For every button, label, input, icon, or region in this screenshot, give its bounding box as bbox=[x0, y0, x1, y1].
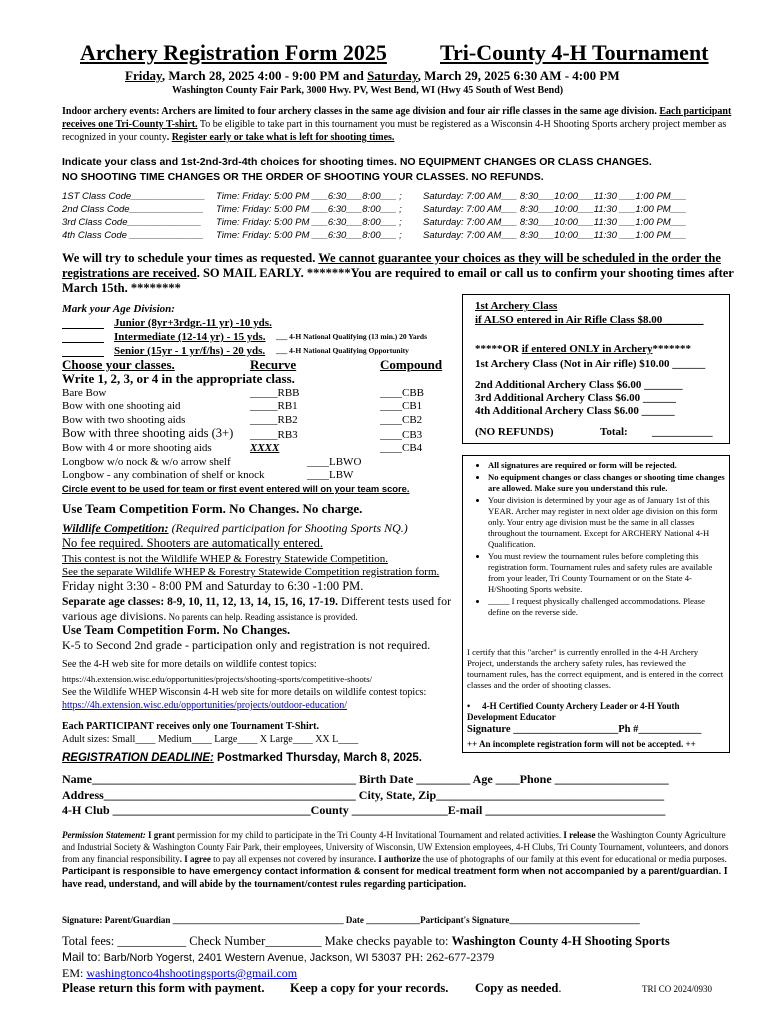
longbow-lbw[interactable]: ____LBW bbox=[307, 469, 354, 481]
age-senior: Senior (15yr - 1 yr/f/hs) - 20 yds. bbox=[114, 345, 266, 357]
class-longbow-1: Longbow w/o nock & w/o arrow shelf bbox=[62, 456, 231, 468]
wildlife-times: Friday night 3:30 - 8:00 PM and Saturday to 6:30 -1:00 PM. bbox=[62, 579, 364, 593]
permission-p1: permission for my child to participate in the Tri County 4-H Invitational Tournament and related activities. bbox=[174, 830, 564, 840]
copy-needed-note bbox=[475, 981, 561, 996]
deadline-line bbox=[62, 752, 422, 764]
senior-note[interactable]: ___ 4-H National Qualifying Opportunity bbox=[276, 346, 409, 355]
intro-paragraph bbox=[62, 105, 734, 144]
mail-label: Mail to: bbox=[62, 950, 101, 964]
choices-line-1: Indicate your class and 1st-2nd-3rd-4th choices for shooting times. NO EQUIPMENT CHANGES OR CLASS CHANGES. bbox=[62, 156, 652, 168]
email-link[interactable]: washingtonco4hshootingsports@gmail.com bbox=[86, 966, 298, 980]
tshirt-sizes[interactable]: Adult sizes: Small____ Medium____ Large____ X Large____ XX L____ bbox=[62, 734, 359, 745]
wildlife-see-sep: See the separate Wildlife WHEP & Forestry Statewide Competition registration form. bbox=[62, 566, 440, 578]
age-intermediate: Intermediate (12-14 yr) - 15 yds. bbox=[114, 331, 266, 343]
wildlife-title: Wildlife Competition: bbox=[62, 521, 169, 535]
certify-statement: I certify that this "archer" is currently enrolled in the 4-H Archery Project, understands the archery safety rules, has reviewed the tournament rules, has the correct equipment, and is entered in the correct classes and the order of shooting classes. bbox=[467, 647, 724, 690]
recurve-rb2[interactable]: _____RB2 bbox=[250, 414, 298, 426]
choose-classes: Choose your classes. bbox=[62, 357, 175, 372]
class-row-4-friday[interactable]: Time: Friday: 5:00 PM ___6:30___8:00___ ; bbox=[216, 230, 402, 241]
junior-blank[interactable] bbox=[62, 316, 104, 329]
fee-first-also[interactable] bbox=[475, 313, 703, 327]
permission-label: Permission Statement: bbox=[62, 830, 149, 840]
intro-dot: . bbox=[166, 132, 172, 143]
fee-second[interactable]: 2nd Additional Archery Class $6.00 _______ bbox=[475, 379, 683, 391]
dates-day2: Saturday bbox=[367, 68, 418, 83]
class-row-2-label[interactable]: 2nd Class Code______________ bbox=[62, 204, 204, 215]
rule-accommodations[interactable]: • _____ I request physically challenged accommodations. Please define on the reverse side. bbox=[488, 596, 726, 618]
team-form-note: Use Team Competition Form. No Changes. No charge. bbox=[62, 501, 363, 516]
wildlife-k5: K-5 to Second 2nd grade - participation only and registration is not required. bbox=[62, 638, 431, 652]
intro-register-early: Register early or take what is left for shooting times. bbox=[171, 132, 395, 143]
class-row-2-friday[interactable]: Time: Friday: 5:00 PM ___6:30___8:00___ ; bbox=[216, 204, 402, 215]
class-row-4-saturday[interactable]: Saturday: 7:00 AM___ 8:30___10:00___11:30 ___1:00 PM___ bbox=[423, 230, 687, 241]
copy-needed-text: Copy as needed bbox=[475, 981, 559, 995]
permission-agree: I agree bbox=[184, 854, 211, 864]
form-title: Archery Registration Form 2025 bbox=[80, 40, 387, 65]
longbow-lbwo[interactable]: ____LBWO bbox=[307, 456, 362, 468]
wildlife-see-whep: See the Wildlife WHEP Wisconsin 4-H web site for more details on wildlife contest topics: bbox=[62, 687, 427, 698]
recurve-header: Recurve bbox=[250, 357, 297, 372]
class-row-3-friday[interactable]: Time: Friday: 5:00 PM ___6:30___8:00___ ; bbox=[216, 217, 402, 228]
signature-line[interactable]: Signature: Parent/Guardian ______________________________________ Date ____________Participant's Signature_____________________________ bbox=[62, 915, 640, 925]
permission-statement bbox=[62, 829, 734, 891]
fee-or-a: *****OR bbox=[475, 343, 522, 355]
email-line bbox=[62, 966, 297, 981]
total-fees-text: Total fees: ___________ Check Number_________ Make checks payable to: bbox=[62, 934, 452, 948]
class-row-3-label[interactable]: 3rd Class Code______________ bbox=[62, 217, 202, 228]
recurve-rb3[interactable]: _____RB3 bbox=[250, 429, 298, 441]
intro-tshirt: Each participant receives one Tri-County T-shirt. bbox=[62, 106, 732, 130]
wildlife-whep-paragraph bbox=[62, 686, 457, 712]
total-fees-line[interactable] bbox=[62, 934, 670, 949]
wildlife-url-1[interactable]: https://4h.extension.wisc.edu/opportunities/projects/shooting-sports/competitive-shoots/ bbox=[62, 674, 373, 684]
circle-instruction: Circle event to be used for team or first event entered will on your team score. bbox=[62, 483, 410, 494]
permission-grant: I grant bbox=[148, 830, 175, 840]
rule-no-changes: • No equipment changes or class changes or shooting time changes are allowed. Make sure you understand this rule. bbox=[488, 472, 726, 494]
incomplete-note: ++ An incomplete registration form will not be accepted. ++ bbox=[467, 739, 696, 749]
permission-p4: the use of photographs of our family at this event for educational or media purposes. bbox=[420, 854, 727, 864]
fee-fourth[interactable]: 4th Additional Archery Class $6.00 ______ bbox=[475, 405, 675, 417]
copy-note: Keep a copy for your records. bbox=[290, 981, 449, 995]
class-two-aids: Bow with two shooting aids bbox=[62, 414, 186, 426]
intermediate-blank[interactable] bbox=[62, 330, 104, 343]
class-row-1-label[interactable]: 1ST Class Code______________ bbox=[62, 191, 206, 202]
fee-not-rifle[interactable]: 1st Archery Class (Not in Air rifle) $10.00 ______ bbox=[475, 358, 706, 370]
tournament-title: Tri-County 4-H Tournament bbox=[440, 40, 709, 65]
permission-dot: . bbox=[179, 854, 185, 864]
class-one-aid: Bow with one shooting aid bbox=[62, 400, 181, 412]
wildlife-url-2[interactable]: https://4h.extension.wisc.edu/opportunities/projects/outdoor-education/ bbox=[62, 700, 348, 711]
schedule-notice bbox=[62, 251, 734, 296]
compound-cb2[interactable]: ____CB2 bbox=[380, 414, 423, 426]
class-row-2-saturday[interactable]: Saturday: 7:00 AM___ 8:30___10:00___11:30 ___1:00 PM___ bbox=[423, 204, 687, 215]
recurve-rbb[interactable]: _____RBB bbox=[250, 387, 300, 399]
class-bare-bow: Bare Bow bbox=[62, 387, 107, 399]
write-instruction: Write 1, 2, 3, or 4 in the appropriate class. bbox=[62, 371, 295, 386]
compound-cb3[interactable]: ____CB3 bbox=[380, 429, 423, 441]
leader-signature[interactable]: Signature ____________________Ph #____________ bbox=[467, 724, 702, 735]
recurve-xxxx: XXXX bbox=[250, 442, 280, 454]
class-three-aids: Bow with three shooting aids (3+) bbox=[62, 426, 234, 440]
fee-or-b: if entered ONLY in Archery bbox=[521, 343, 653, 355]
class-row-4-label[interactable]: 4th Class Code ______________ bbox=[62, 230, 204, 241]
permission-p2: the Washington County Agriculture and Industrial Society & Washington County Fair Park, their employees, University of Wisconsin, UW Extension employees, 4-H Clubs, Tri County Tournament, volunteers, and donors from any financial responsibility bbox=[62, 830, 729, 864]
rule-division: • Your division is determined by your age as of January 1st of this YEAR. Archer may register in next older age division on this form only. Your entry age division must be the same in all classes throughout the tournament. Except for ARCHERY National 4-H Qualification. bbox=[488, 495, 726, 550]
return-note: Please return this form with payment. bbox=[62, 981, 265, 995]
club-line[interactable]: 4-H Club _________________________________County ________________E-mail ______________________________ bbox=[62, 803, 666, 817]
class-row-1-saturday[interactable]: Saturday: 7:00 AM___ 8:30___10:00___11:30 ___1:00 PM___ bbox=[423, 191, 687, 202]
fee-total-label: Total: bbox=[600, 426, 628, 438]
deadline-date: Postmarked Thursday, March 8, 2025. bbox=[213, 752, 422, 764]
wildlife-title-line bbox=[62, 521, 408, 536]
mail-phone: PH: 262-677-2379 bbox=[401, 950, 495, 964]
intro-lead: Indoor archery events: Archers are limited to four archery classes in the same age division and four air rifle classes in the same age division. bbox=[62, 106, 660, 117]
recurve-rb1[interactable]: _____RB1 bbox=[250, 400, 298, 412]
compound-header: Compound bbox=[380, 357, 443, 372]
fee-first-title: 1st Archery Class bbox=[475, 300, 558, 312]
class-longbow-2: Longbow - any combination of shelf or knock bbox=[62, 469, 265, 481]
fee-or-only bbox=[475, 342, 691, 356]
rule-review: • You must review the tournament rules before completing this registration form. Tournament rules and safety rules are available from your leader, Tri County Tournament or on the State 4-H/Shooting Sports website. bbox=[488, 551, 726, 595]
rules-list-wrap bbox=[466, 460, 726, 619]
rules-list bbox=[466, 460, 726, 618]
schedule-a: We will try to schedule your times as requested. bbox=[62, 251, 319, 265]
fee-or-c: ******* bbox=[652, 343, 692, 355]
wildlife-sep-age: Separate age classes: 8-9, 10, 11, 12, 13, 14, 15, 16, 17-19. bbox=[62, 596, 338, 608]
wildlife-team-form: Use Team Competition Form. No Changes. bbox=[62, 623, 291, 637]
wildlife-diff: Different tests used for various age divisions. bbox=[62, 594, 452, 623]
leader-title-text: 4-H Certified County Archery Leader or 4-H Youth Development Educator bbox=[467, 701, 680, 722]
choices-line-2: NO SHOOTING TIME CHANGES OR THE ORDER OF SHOOTING YOUR CLASSES. NO REFUNDS. bbox=[62, 171, 544, 183]
address-line[interactable]: Address__________________________________________ City, State, Zip______________________________________ bbox=[62, 788, 665, 802]
dates-time1: , March 28, 2025 4:00 - 9:00 PM and bbox=[161, 68, 368, 83]
class-row-1-friday[interactable]: Time: Friday: 5:00 PM ___6:30___8:00___ ; bbox=[216, 191, 402, 202]
tshirt-each: Each PARTICIPANT receives only one Tournament T-Shirt. bbox=[62, 721, 319, 732]
mail-to-line bbox=[62, 950, 494, 965]
form-code: TRI CO 2024/0930 bbox=[642, 984, 713, 994]
class-row-3-saturday[interactable]: Saturday: 7:00 AM___ 8:30___10:00___11:30 ___1:00 PM___ bbox=[423, 217, 687, 228]
fee-no-refunds: (NO REFUNDS) bbox=[475, 426, 554, 438]
wildlife-age-classes bbox=[62, 594, 457, 624]
permission-p3: to pay all expenses not covered by insurance bbox=[210, 854, 374, 864]
event-location: Washington County Fair Park, 3000 Hwy. PV, West Bend, WI (Hwy 45 South of West Bend) bbox=[172, 85, 564, 96]
compound-cb1[interactable]: ____CB1 bbox=[380, 400, 423, 412]
fee-third[interactable]: 3rd Additional Archery Class $6.00 ______ bbox=[475, 392, 676, 404]
schedule-c: . SO MAIL EARLY. *******You are required to email or call us to confirm your shooting times after March 15th. ******** bbox=[62, 266, 734, 295]
permission-release: I release bbox=[563, 830, 596, 840]
permission-read: I have read, understand, and will abide by the tournament/contest rules regarding participation. bbox=[62, 866, 728, 890]
copy-needed-dot: . bbox=[558, 981, 562, 995]
wildlife-see-web: See the 4-H web site for more details on wildlife contest topics: bbox=[62, 659, 317, 670]
intro-mid: To be eligible to take part in this tournament you must be registered as a Wisconsin 4-H Shooting Sports archery project member as recognized in your county bbox=[62, 119, 727, 143]
fee-total-line[interactable]: ___________ bbox=[652, 426, 713, 438]
wildlife-required: (Required participation for Shooting Sports NQ.) bbox=[168, 521, 408, 535]
class-four-aids: Bow with 4 or more shooting aids bbox=[62, 442, 212, 454]
fee-first-also-text: if ALSO entered in Air Rifle Class $8.00 _______ bbox=[475, 314, 704, 326]
compound-cbb[interactable]: ____CBB bbox=[380, 387, 425, 399]
compound-cb4[interactable]: ____CB4 bbox=[380, 442, 423, 454]
deadline-label: REGISTRATION DEADLINE: bbox=[62, 752, 214, 764]
schedule-b: We cannot guarantee your choices as they will be scheduled in the order the registrations are received bbox=[62, 251, 721, 280]
wildlife-fee: No fee required. Shooters are automatically entered. bbox=[62, 536, 323, 550]
rule-signatures: • All signatures are required or form will be rejected. bbox=[488, 460, 726, 471]
wildlife-not-whep: This contest is not the Wildlife WHEP & Forestry Statewide Competition. bbox=[62, 553, 388, 565]
permission-responsible: Participant is responsible to have emergency contact information & consent for medical treatment form when not accompanied by a parent/guardian. bbox=[62, 866, 722, 876]
dates-day1: Friday bbox=[125, 68, 162, 83]
permission-dot2: . bbox=[373, 854, 379, 864]
name-line[interactable]: Name____________________________________________ Birth Date _________ Age ____Phone ___________________ bbox=[62, 772, 669, 786]
intermediate-note[interactable]: ___ 4-H National Qualifying (13 min.) 20 Yards bbox=[276, 332, 427, 341]
dates-time2: , March 29, 2025 6:30 AM - 4:00 PM bbox=[417, 68, 620, 83]
age-junior: Junior (8yr+3rdgr.-11 yr) -10 yds. bbox=[114, 317, 272, 329]
wildlife-no-parents: No parents can help. Reading assistance is provided. bbox=[166, 612, 358, 622]
payable-to: Washington County 4-H Shooting Sports bbox=[451, 934, 670, 948]
event-dates bbox=[125, 68, 620, 84]
mail-address: Barb/Norb Yogerst, 2401 Western Avenue, Jackson, WI 53037 bbox=[100, 952, 402, 964]
permission-authorize: I authorize bbox=[378, 854, 421, 864]
leader-title: • 4-H Certified County Archery Leader or 4-H Youth Development Educator bbox=[467, 701, 680, 722]
senior-blank[interactable] bbox=[62, 344, 104, 357]
email-label: EM: bbox=[62, 966, 87, 980]
age-heading: Mark your Age Division: bbox=[62, 303, 175, 315]
